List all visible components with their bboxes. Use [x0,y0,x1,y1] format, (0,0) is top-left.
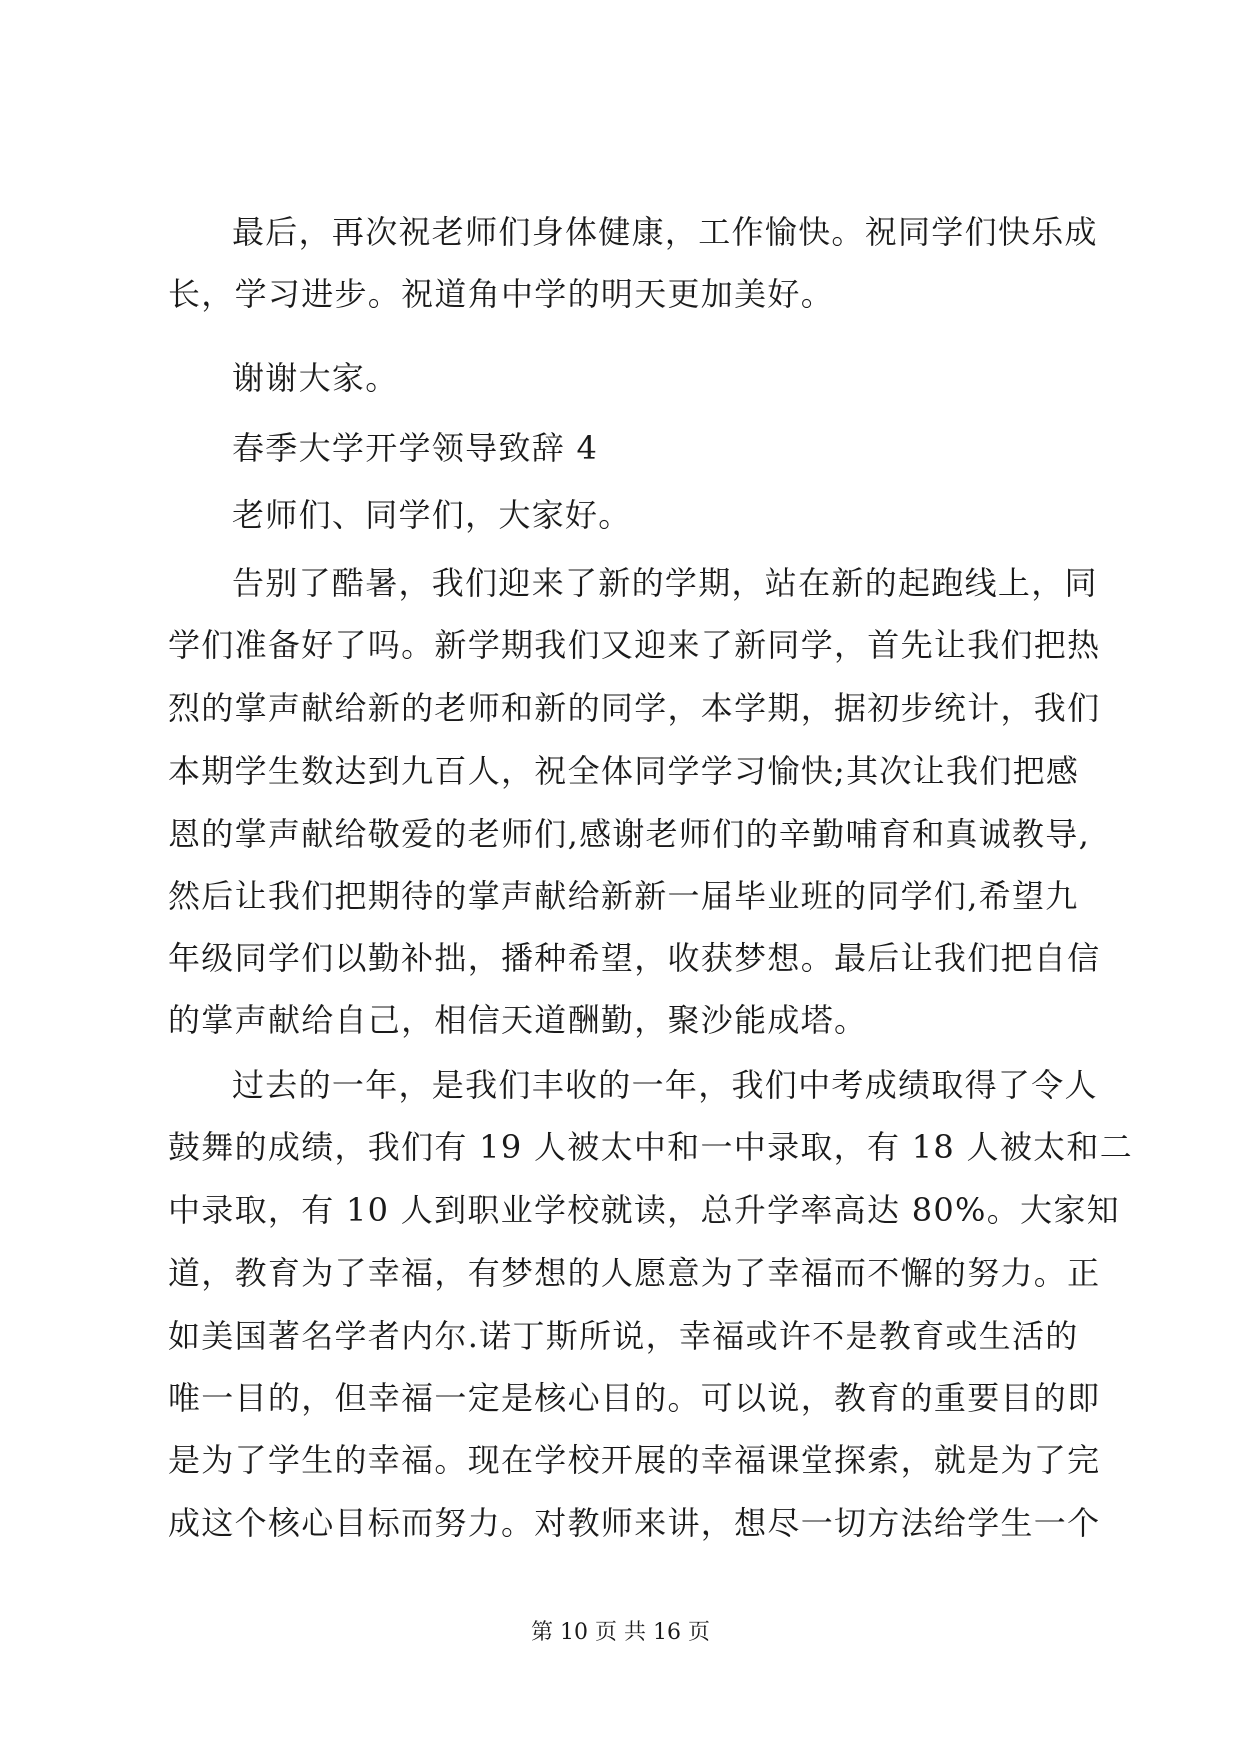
page-number-footer: 第 10 页 共 16 页 [531,1620,710,1645]
text-line: 如美国著名学者内尔.诺丁斯所说，幸福或许不是教育或生活的 [168,1317,1079,1355]
text-line: 烈的掌声献给新的老师和新的同学，本学期，据初步统计，我们 [168,689,1101,727]
text-line: 谢谢大家。 [232,359,399,397]
text-line: 的掌声献给自己，相信天道酬勤，聚沙能成塔。 [168,1001,868,1039]
text-line: 唯一目的，但幸福一定是核心目的。可以说，教育的重要目的即 [168,1379,1101,1417]
text-line: 年级同学们以勤补拙，播种希望，收获梦想。最后让我们把自信 [168,939,1101,977]
section-heading: 春季大学开学领导致辞 4 [232,429,599,467]
text-line: 最后，再次祝老师们身体健康，工作愉快。祝同学们快乐成 [232,213,1098,251]
text-line: 然后让我们把期待的掌声献给新新一届毕业班的同学们,希望九 [168,877,1079,915]
text-line: 中录取，有 10 人到职业学校就读，总升学率高达 80%。大家知 [168,1191,1120,1229]
text-line: 长，学习进步。祝道角中学的明天更加美好。 [168,275,835,313]
text-line: 学们准备好了吗。新学期我们又迎来了新同学，首先让我们把热 [168,626,1101,664]
text-line: 本期学生数达到九百人，祝全体同学学习愉快;其次让我们把感 [168,752,1080,790]
text-line: 恩的掌声献给敬爱的老师们,感谢老师们的辛勤哺育和真诚教导, [168,815,1091,853]
text-line: 道，教育为了幸福，有梦想的人愿意为了幸福而不懈的努力。正 [168,1254,1101,1292]
text-line: 告别了酷暑，我们迎来了新的学期，站在新的起跑线上，同 [232,564,1098,602]
text-line: 过去的一年，是我们丰收的一年，我们中考成绩取得了令人 [232,1066,1098,1104]
text-line: 成这个核心目标而努力。对教师来讲，想尽一切方法给学生一个 [168,1504,1101,1542]
text-line: 老师们、同学们，大家好。 [232,496,632,534]
text-line: 鼓舞的成绩，我们有 19 人被太中和一中录取，有 18 人被太和二 [168,1128,1134,1166]
text-line: 是为了学生的幸福。现在学校开展的幸福课堂探索，就是为了完 [168,1441,1101,1479]
